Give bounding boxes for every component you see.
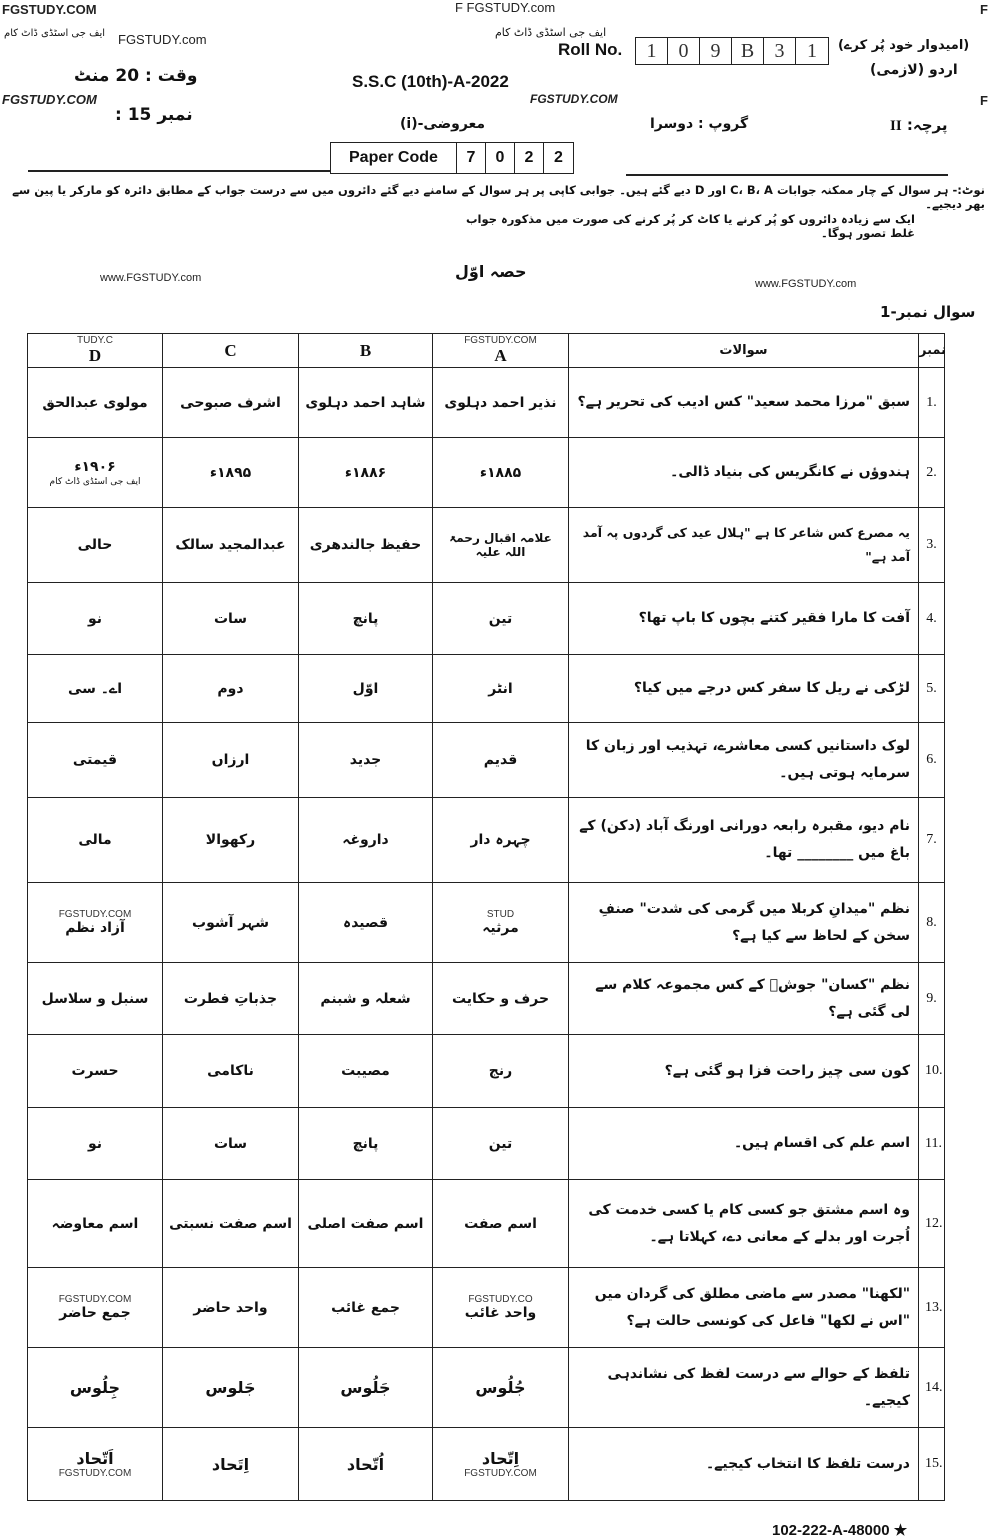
- option-d: مولوی عبدالحق: [28, 368, 163, 438]
- option-d: مالی: [28, 798, 163, 883]
- option-a: [433, 1268, 569, 1348]
- option-c: رکھوالا: [163, 798, 299, 883]
- option-b: اسم صفت اصلی: [299, 1180, 433, 1268]
- option-b: اوّل: [299, 655, 433, 723]
- question-number: 8.: [919, 883, 945, 963]
- option-c: ناکامی: [163, 1035, 299, 1108]
- watermark-left-italic: FGSTUDY.COM: [2, 92, 97, 107]
- option-b: جمع غائب: [299, 1268, 433, 1348]
- question-number: 6.: [919, 723, 945, 798]
- question-number: 5.: [919, 655, 945, 723]
- group-label: گروپ : دوسرا: [650, 116, 749, 132]
- option-b: اُتّحاد: [299, 1428, 433, 1501]
- option-b: ۱۸۸۶ء: [299, 438, 433, 508]
- cell-watermark: TUDY.C: [77, 335, 113, 346]
- question-text: اسم علم کی اقسام ہیں۔: [569, 1108, 919, 1180]
- option-c: اِتَحاد: [163, 1428, 299, 1501]
- paper-code-digit: 2: [553, 149, 563, 166]
- question-number: 15.: [919, 1428, 945, 1501]
- mcq-table: [27, 333, 945, 1501]
- header-a-label: A: [494, 346, 507, 365]
- option-d-text: جمع حاضر: [59, 1305, 131, 1321]
- roll-digit: 0: [668, 38, 700, 64]
- paper-code-digit: 7: [457, 143, 486, 173]
- paper-code-label: Paper Code: [331, 143, 457, 173]
- option-d: حالی: [28, 508, 163, 583]
- section-title: حصہ اوّل: [455, 262, 527, 281]
- exam-title: S.S.C (10th)-A-2022: [352, 72, 509, 91]
- option-d: نو: [28, 583, 163, 655]
- paper-code-digit: 0: [486, 143, 515, 173]
- question-number: 14.: [919, 1348, 945, 1428]
- cell-watermark: FGSTUDY.COM: [58, 1294, 132, 1305]
- option-d: [28, 1268, 163, 1348]
- footer-code: 102-222-A-48000 ★: [772, 1522, 908, 1539]
- option-c: جَلوس: [163, 1348, 299, 1428]
- table-row: [28, 1035, 945, 1108]
- question-text: نظم "میدانِ کربلا میں گرمی کی شدت" صنفِ سخن کے لحاظ سے کیا ہے؟: [569, 883, 919, 963]
- question-number: 4.: [919, 583, 945, 655]
- option-a: قدیم: [433, 723, 569, 798]
- option-a: تین: [433, 583, 569, 655]
- question-text: یہ مصرع کس شاعر کا ہے "ہلال عید کی گردوں پہ آمد آمد ہے": [569, 508, 919, 583]
- watermark-top-left: FGSTUDY.COM: [2, 2, 97, 17]
- time-value: : 20 منٹ: [74, 66, 152, 86]
- roll-number-boxes: [635, 37, 829, 65]
- option-b: حفیظ جالندھری: [299, 508, 433, 583]
- table-header-row: [28, 334, 945, 368]
- table-row: [28, 1108, 945, 1180]
- option-b: شاہد احمد دہلوی: [299, 368, 433, 438]
- table-row: [28, 1180, 945, 1268]
- time-label: وقت: [157, 66, 198, 86]
- watermark-www-left: www.FGSTUDY.com: [100, 272, 202, 284]
- option-c: شہر آشوب: [163, 883, 299, 963]
- question-text: نام دیو، مقبرہ رابعہ دورانی اورنگ آباد (دکن) کے باغ میں ________ تھا۔: [569, 798, 919, 883]
- question-text: وہ اسم مشتق جو کسی کام یا کسی خدمت کی اُجرت اور بدلے کے معانی دے، کہلاتا ہے۔: [569, 1180, 919, 1268]
- option-b: قصیدہ: [299, 883, 433, 963]
- question-number: 11.: [919, 1108, 945, 1180]
- watermark-right-f: F: [980, 93, 988, 108]
- option-a-text: واحد غائب: [464, 1305, 537, 1321]
- option-a: اسم صفت: [433, 1180, 569, 1268]
- paper-code-box: [330, 142, 574, 174]
- question-text: لوک داستانیں کسی معاشرے، تہذیب اور زبان کا سرمایہ ہوتی ہیں۔: [569, 723, 919, 798]
- question-number: 9.: [919, 963, 945, 1035]
- question-text: آفت کا مارا فقیر کتنے بچوں کا باپ تھا؟: [569, 583, 919, 655]
- header-divider-right: [626, 174, 948, 176]
- table-row: [28, 963, 945, 1035]
- watermark-top-right: F: [980, 2, 988, 17]
- table-row: [28, 508, 945, 583]
- instructions-line-2: ایک سے زیادہ دائروں کو پُر کرنے یا کاٹ کر پُر کرنے کی صورت میں مذکورہ جواب غلط تصور ہوگا۔: [466, 212, 915, 240]
- cell-watermark: FGSTUDY.COM: [464, 335, 537, 346]
- watermark-urdu-left: ایف جی اسٹڈی ڈاٹ کام: [4, 28, 106, 39]
- question-number: 10.: [919, 1035, 945, 1108]
- cell-watermark: FGSTUDY.COM: [464, 1468, 537, 1479]
- option-d: [28, 883, 163, 963]
- header-option-c: C: [163, 334, 299, 368]
- paper-label: پرچہ:: [906, 116, 948, 134]
- header-d-label: D: [88, 346, 102, 365]
- roll-digit: B: [732, 38, 764, 64]
- option-c: جذباتِ فطرت: [163, 963, 299, 1035]
- option-d: قیمتی: [28, 723, 163, 798]
- option-a: [433, 1428, 569, 1501]
- option-c: واحد حاضر: [163, 1268, 299, 1348]
- roll-digit: 1: [807, 40, 817, 62]
- table-row: [28, 438, 945, 508]
- option-a: چہرہ دار: [433, 798, 569, 883]
- option-a-text: مرثیہ: [482, 920, 519, 936]
- option-c: عبدالمجید سالک: [163, 508, 299, 583]
- cell-watermark: STUD: [486, 909, 515, 920]
- question-number: 13.: [919, 1268, 945, 1348]
- option-a: علامہ اقبال رحمۃ اللہ علیہ: [433, 508, 569, 583]
- question-number: 3.: [919, 508, 945, 583]
- option-c: ۱۸۹۵ء: [163, 438, 299, 508]
- time-row: [74, 66, 197, 86]
- question-text: لڑکی نے ریل کا سفر کس درجے میں کیا؟: [569, 655, 919, 723]
- table-row: [28, 883, 945, 963]
- marks-row: [115, 105, 193, 125]
- cell-watermark: FGSTUDY.CO: [468, 1294, 533, 1305]
- header-option-b: B: [299, 334, 433, 368]
- question-text: ہندوؤں نے کانگریس کی بنیاد ڈالی۔: [569, 438, 919, 508]
- option-b: پانچ: [299, 1108, 433, 1180]
- header-option-d: [28, 334, 163, 368]
- marks-label: نمبر: [157, 105, 193, 125]
- roll-digit: 3: [764, 38, 796, 64]
- instructions-line-1: نوٹ:- ہر سوال کے چار ممکنہ جوابات C، B، A اور D دیے گئے ہیں۔ جوابی کاپی پر ہر سوال کے سامنے دیے گئے دائروں میں سے درست جواب کے مطابق دائرہ کو مارکر یا پین سے بھر دیجیے۔: [12, 183, 985, 211]
- option-d-text: اَتّحاد: [76, 1449, 114, 1468]
- cell-watermark: FGSTUDY.COM: [58, 909, 132, 920]
- watermark-site-left: FGSTUDY.com: [118, 32, 207, 47]
- option-b: مصیبت: [299, 1035, 433, 1108]
- cell-watermark: FGSTUDY.COM: [58, 1468, 132, 1479]
- option-a: حرف و حکایت: [433, 963, 569, 1035]
- question-text: درست تلفظ کا انتخاب کیجیے۔: [569, 1428, 919, 1501]
- table-row: [28, 583, 945, 655]
- objective-label: معروضی-(i): [400, 116, 486, 132]
- option-b: جَلُوس: [299, 1348, 433, 1428]
- paper-row: [890, 116, 947, 135]
- roll-digit: 1: [636, 38, 668, 64]
- option-c: سات: [163, 1108, 299, 1180]
- option-c: سات: [163, 583, 299, 655]
- table-row: [28, 655, 945, 723]
- question-number: 2.: [919, 438, 945, 508]
- option-a: نذیر احمد دہلوی: [433, 368, 569, 438]
- option-b: شعلہ و شبنم: [299, 963, 433, 1035]
- paper-value: II: [890, 118, 902, 134]
- header-divider-left: [28, 170, 330, 172]
- option-c: اشرف صبوحی: [163, 368, 299, 438]
- option-b: پانچ: [299, 583, 433, 655]
- option-c: ارزاں: [163, 723, 299, 798]
- option-d: [28, 1428, 163, 1501]
- question-number: 12.: [919, 1180, 945, 1268]
- option-a: جُلُوس: [433, 1348, 569, 1428]
- option-b: داروغہ: [299, 798, 433, 883]
- option-d: سنبل و سلاسل: [28, 963, 163, 1035]
- paper-code-digit: 2: [515, 143, 544, 173]
- option-a: رنج: [433, 1035, 569, 1108]
- option-c: دوم: [163, 655, 299, 723]
- question-text: نظم "کسان" جوشؔ کے کس مجموعہ کلام سے لی گئی ہے؟: [569, 963, 919, 1035]
- marks-value: 15 :: [115, 105, 152, 125]
- option-d: [28, 438, 163, 508]
- question-number: 1.: [919, 368, 945, 438]
- option-a: [433, 883, 569, 963]
- table-row: [28, 1348, 945, 1428]
- roll-number-label: Roll No.: [558, 40, 623, 59]
- option-b: جدید: [299, 723, 433, 798]
- option-d: اے۔ سی: [28, 655, 163, 723]
- question-number: 7.: [919, 798, 945, 883]
- roll-digit: 9: [700, 38, 732, 64]
- table-row: [28, 1268, 945, 1348]
- question-text: کون سی چیز راحت فزا ہو گئی ہے؟: [569, 1035, 919, 1108]
- option-a: تین: [433, 1108, 569, 1180]
- option-d-text: ۱۹۰۶ء: [74, 458, 116, 475]
- question-text: تلفظ کے حوالے سے درست لفظ کی نشاندہی کیجیے۔: [569, 1348, 919, 1428]
- option-d-text: آزاد نظم: [65, 920, 125, 936]
- table-row: [28, 368, 945, 438]
- option-a: ۱۸۸۵ء: [433, 438, 569, 508]
- table-row: [28, 798, 945, 883]
- subject-title: اردو (لازمی): [870, 62, 958, 78]
- table-row: [28, 723, 945, 798]
- header-option-a: [433, 334, 569, 368]
- table-row: [28, 1428, 945, 1501]
- cell-watermark: ایف جی اسٹڈی ڈاٹ کام: [49, 476, 141, 487]
- header-number: نمبر: [919, 334, 945, 368]
- option-d: نو: [28, 1108, 163, 1180]
- option-a: انٹر: [433, 655, 569, 723]
- candidate-note: (امیدوار خود پُر کرے): [838, 38, 970, 53]
- question-heading: سوال نمبر-1: [880, 303, 976, 321]
- watermark-center-italic: FGSTUDY.COM: [530, 92, 618, 106]
- option-d: اسم معاوضہ: [28, 1180, 163, 1268]
- watermark-urdu-center: ایف جی اسٹڈی ڈاٹ کام: [495, 26, 607, 39]
- question-text: سبق "مرزا محمد سعید" کس ادیب کی تحریر ہے؟: [569, 368, 919, 438]
- watermark-www-right: www.FGSTUDY.com: [755, 278, 857, 290]
- header-questions: سوالات: [569, 334, 919, 368]
- option-c: اسم صفت نسبتی: [163, 1180, 299, 1268]
- watermark-top-center: F FGSTUDY.com: [455, 0, 556, 15]
- question-text: "لکھنا" مصدر سے ماضی مطلق کی گردان میں "اس نے لکھا" فاعل کی کونسی حالت ہے؟: [569, 1268, 919, 1348]
- option-a-text: اِتّحاد: [481, 1449, 520, 1468]
- option-d: حسرت: [28, 1035, 163, 1108]
- option-d: جِلُوس: [28, 1348, 163, 1428]
